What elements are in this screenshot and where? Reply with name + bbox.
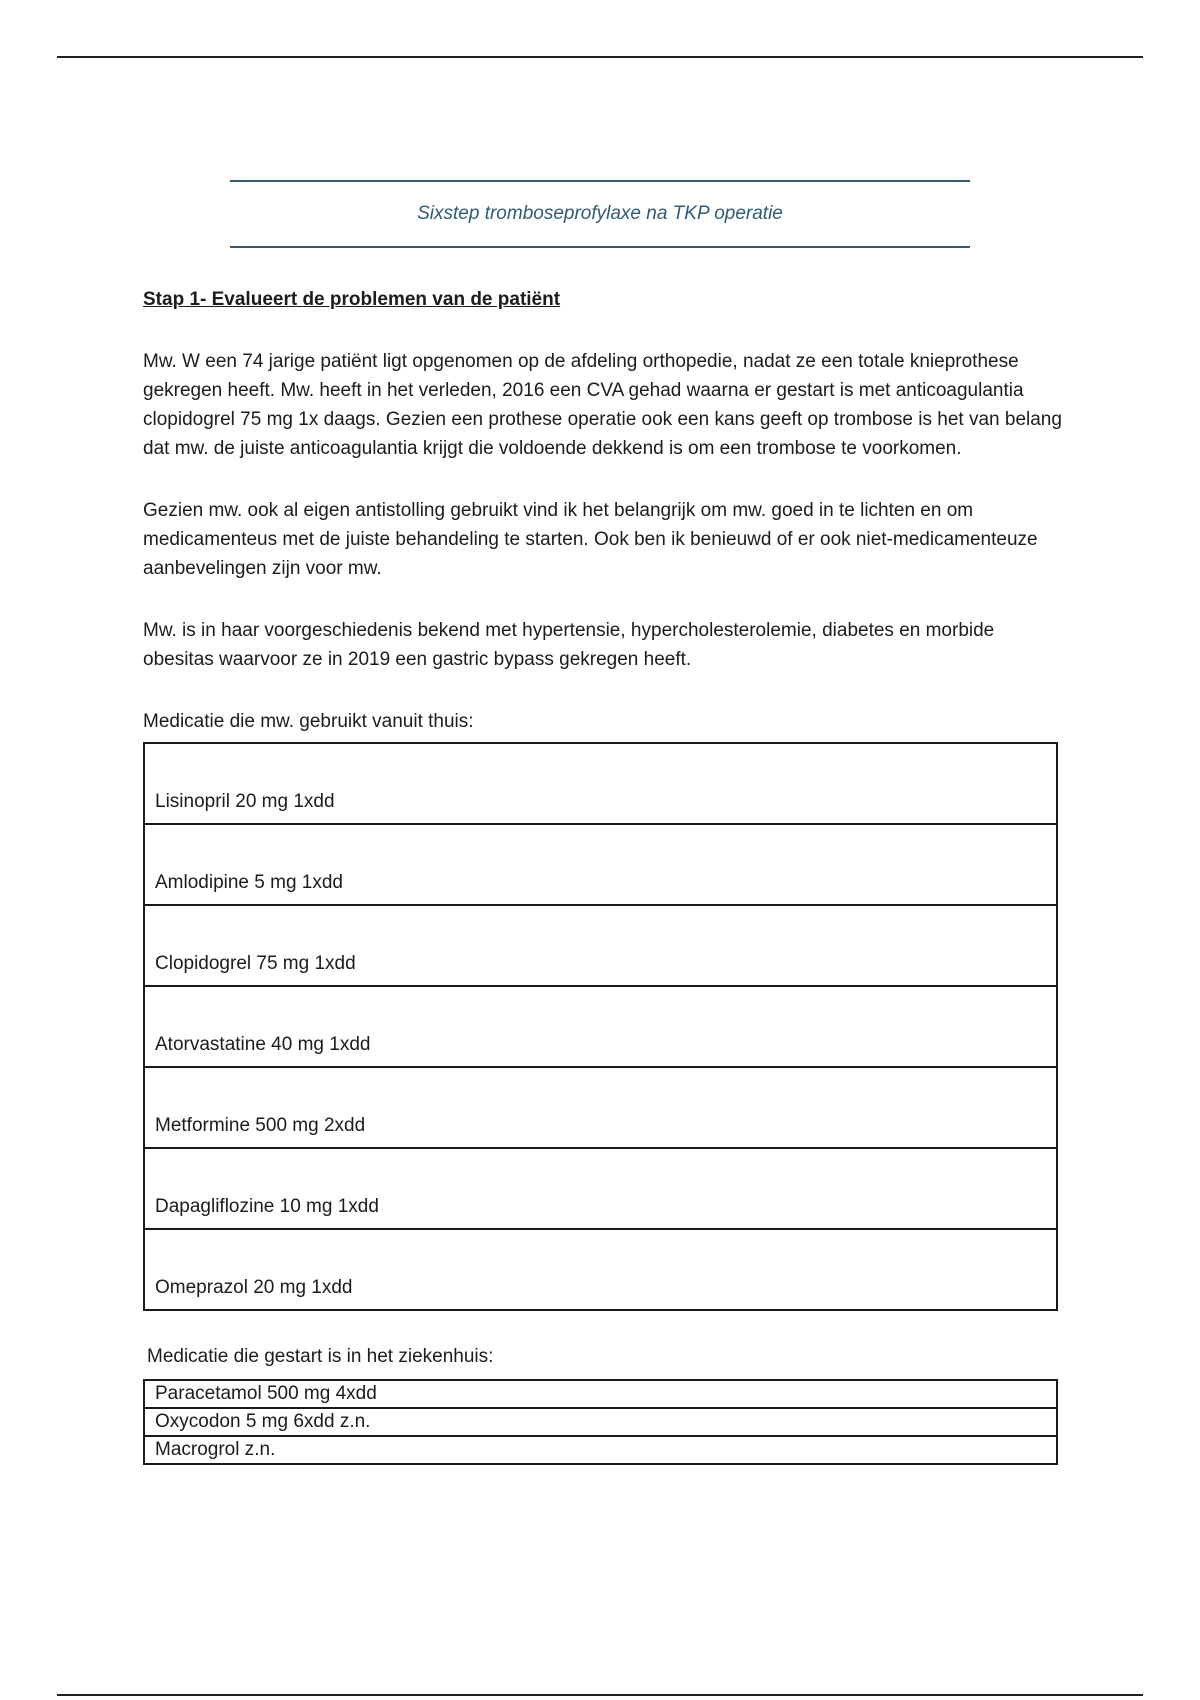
table-row [144, 1380, 1057, 1408]
page-header-rule [57, 56, 1143, 58]
home-med-cell: Lisinopril 20 mg 1xdd [144, 743, 1057, 824]
hospital-med-cell: Oxycodon 5 mg 6xdd z.n. [144, 1408, 1057, 1436]
hospital-meds-table [143, 1379, 1058, 1465]
home-med-cell: Atorvastatine 40 mg 1xdd [144, 986, 1057, 1067]
document-title: Sixstep tromboseprofylaxe na TKP operatie [417, 203, 783, 224]
table-row [144, 1436, 1057, 1464]
table-row [144, 1067, 1057, 1148]
page-footer-rule [57, 1694, 1143, 1696]
home-meds-label: Medicatie die mw. gebruikt vanuit thuis: [143, 711, 474, 732]
hospital-meds-label: Medicatie die gestart is in het ziekenhuis: [147, 1346, 494, 1367]
hospital-med-cell: Macrogrol z.n. [144, 1436, 1057, 1464]
table-row [144, 1148, 1057, 1229]
title-rule-bottom [230, 246, 970, 248]
home-med-cell: Omeprazol 20 mg 1xdd [144, 1229, 1057, 1310]
paragraph-history: Mw. is in haar voorgeschiedenis bekend met hypertensie, hypercholesterolemie, diabetes en morbide obesitas waarvoor ze in 2019 een gastric bypass gekregen heeft. [143, 620, 995, 670]
table-row [144, 1229, 1057, 1310]
section-heading: Stap 1- Evalueert de problemen van de patiënt [143, 289, 561, 310]
table-row [144, 743, 1057, 824]
table-row [144, 986, 1057, 1067]
paragraph-patient-situation: Mw. W een 74 jarige patiënt ligt opgenomen op de afdeling orthopedie, nadat ze een totale knieprothese gekregen heeft. Mw. heeft in het verleden, 2016 een CVA gehad waarna er gestart is met anticoagulantia clopidogrel 75 mg 1x daags. Gezien een prothese operatie ook een kans geeft op trombose is het van belang dat mw. de juiste anticoagulantia krijgt die voldoende dekkend is om een trombose te voorkomen. [143, 351, 1062, 459]
document-body [143, 286, 1063, 1465]
hospital-med-cell: Paracetamol 500 mg 4xdd [144, 1380, 1057, 1408]
home-med-cell: Dapagliflozine 10 mg 1xdd [144, 1148, 1057, 1229]
table-row [144, 905, 1057, 986]
home-med-cell: Metformine 500 mg 2xdd [144, 1067, 1057, 1148]
table-row [144, 1408, 1057, 1436]
home-meds-table [143, 742, 1058, 1311]
home-med-cell: Clopidogrel 75 mg 1xdd [144, 905, 1057, 986]
table-row [144, 824, 1057, 905]
paragraph-goals: Gezien mw. ook al eigen antistolling gebruikt vind ik het belangrijk om mw. goed in te lichten en om medicamenteus met de juiste behandeling te starten. Ook ben ik benieuwd of er ook niet-medicamenteuze aanbevelingen zijn voor mw. [143, 500, 1038, 579]
title-block [230, 180, 970, 248]
home-med-cell: Amlodipine 5 mg 1xdd [144, 824, 1057, 905]
